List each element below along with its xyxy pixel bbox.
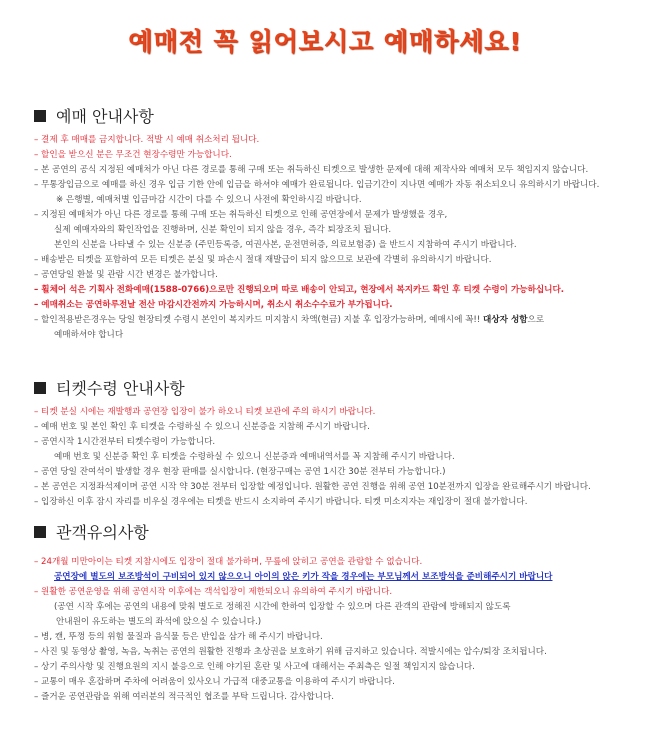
notice-line: – 예매취소는 공연하루전날 전산 마감시간전까지 가능하시며, 취소시 취소수수료가 부가됩니다. <box>34 300 393 310</box>
notice-line: – 24개월 미만아이는 티켓 지참시에도 입장이 절대 불가하며, 무릎에 앉히고 공연을 관람할 수 없습니다. <box>34 557 423 567</box>
notice-line: 안내원이 유도하는 별도의 좌석에 앉으실 수 있습니다.) <box>56 617 262 627</box>
notice-line: – 즐거운 공연관람을 위해 여러분의 적극적인 협조를 부탁 드립니다. 감사합니다. <box>34 692 334 702</box>
notice-line: – 사진 및 동영상 촬영, 녹음, 녹취는 공연의 원활한 진행과 초상권을 보호하기 위해 금지하고 있습니다. 적발시에는 압수/퇴장 조치됩니다. <box>34 647 547 657</box>
section-ticket-pickup <box>34 376 634 510</box>
section-heading <box>34 376 634 399</box>
notice-line: – 예매 번호 및 본인 확인 후 티켓을 수령하실 수 있으니 신분증을 지참해 주시기 바랍니다. <box>34 422 370 432</box>
notice-line: 예매 번호 및 신분증 확인 후 티켓을 수령하실 수 있으니 신분증과 예매내역서를 꼭 지참해 주시기 바랍니다. <box>54 452 455 462</box>
notice-line: – 할인을 받으신 분은 무조건 현장수령만 가능합니다. <box>34 150 232 160</box>
square-bullet-icon <box>34 382 46 394</box>
square-bullet-icon <box>34 110 46 122</box>
notice-line: (공연 시작 후에는 공연의 내용에 맞춰 별도로 정해진 시간에 한하여 입장할 수 있으며 다른 관객의 관람에 방해되지 않도록 <box>54 602 511 612</box>
notice-line: – 무통장입금으로 예매를 하신 경우 입금 기한 안에 입금을 하셔야 예매가 완료됩니다. 입금기간이 지나면 예매가 자동 취소되오니 유의하시기 바랍니다. <box>34 180 600 190</box>
notice-line: – 원활한 공연운영을 위해 공연시작 이후에는 객석입장이 제한되오니 유의하여 주시기 바랍니다. <box>34 587 393 597</box>
section-heading-text: 티켓수령 안내사항 <box>56 379 185 398</box>
notice-line: 본인의 신분을 나타낼 수 있는 신분증 (주민등록증, 여권사본, 운전면허증, 의료보험증) 을 반드시 지참하여 주시기 바랍니다. <box>54 240 517 250</box>
notice-line: – 할인적용받은경우는 당일 현장티켓 수령시 본인이 복지카드 미지참시 차액(현금) 지불 후 입장가능하며, 예매시에 꼭!! 대상자 성함으로 <box>34 315 545 325</box>
notice-line: – 본 공연은 지정좌석제이며 공연 시작 약 30분 전부터 입장할 예정입니다. 원활한 공연 진행을 위해 공연 10분전까지 입장을 완료해주시기 바랍니다. <box>34 482 591 492</box>
notice-list <box>34 133 634 343</box>
emphasis-text: 대상자 성함 <box>483 315 528 325</box>
notice-line: ※ 은행별, 예매처별 입금마감 시간이 다를 수 있으니 사전에 확인하시길 바랍니다. <box>56 195 362 205</box>
section-booking-notice <box>34 104 634 343</box>
notice-line: – 공연시작 1시간전부터 티켓수령이 가능합니다. <box>34 437 216 447</box>
notice-list <box>34 555 634 705</box>
section-heading-text: 예매 안내사항 <box>56 107 154 126</box>
notice-line: – 결제 후 매매를 금지합니다. 적발 시 예매 취소처리 됩니다. <box>34 135 260 145</box>
section-heading <box>34 520 634 543</box>
square-bullet-icon <box>34 526 46 538</box>
notice-line: – 공연 당일 잔여석이 발생할 경우 현장 판매를 실시합니다. (현장구매는 공연 1시간 30분 전부터 가능합니다.) <box>34 467 446 477</box>
notice-list <box>34 405 634 510</box>
section-heading-text: 관객유의사항 <box>56 523 149 542</box>
notice-line: – 입장하신 이후 잠시 자리를 비우실 경우에는 티켓을 반드시 소지하여 주시기 바랍니다. 티켓 미소지자는 재입장이 절대 불가합니다. <box>34 497 528 507</box>
section-audience-notes <box>34 520 634 705</box>
notice-line: 공연장에 별도의 보조방석이 구비되어 있지 않으오니 아이의 앉은 키가 작을 경우에는 부모님께서 보조방석을 준비해주시기 바랍니다 <box>54 572 553 582</box>
section-heading <box>34 104 634 127</box>
notice-line: – 공연당일 환불 및 관람 시간 변경은 불가합니다. <box>34 270 218 280</box>
notice-line: – 지정된 예매처가 아닌 다른 경로를 통해 구매 또는 취득하신 티켓으로 인해 공연장에서 문제가 발생했을 경우, <box>34 210 448 220</box>
notice-line: 예매하셔야 합니다 <box>54 330 124 340</box>
notice-line: – 병, 캔, 뚜껑 등의 위험 물질과 음식물 등은 반입을 삼가 해 주시기 바랍니다. <box>34 632 323 642</box>
notice-line: – 티켓 분실 시에는 재발행과 공연장 입장이 불가 하오니 티켓 보관에 주의 하시기 바랍니다. <box>34 407 376 417</box>
page-title: 예매전 꼭 읽어보시고 예매하세요! <box>128 27 522 56</box>
notice-line: – 상기 주의사항 및 진행요원의 지시 불응으로 인해 야기된 혼란 및 사고에 대해서는 주최측은 일절 책임지지 않습니다. <box>34 662 475 672</box>
notice-line: – 교통이 매우 혼잡하며 주차에 어려움이 있사오니 가급적 대중교통을 이용하여 주시기 바랍니다. <box>34 677 395 687</box>
notice-line: – 휠체어 석은 기획사 전화예매(1588-0766)으로만 진행되오며 따로 배송이 안되고, 현장에서 복지카드 확인 후 티켓 수령이 가능하십니다. <box>34 285 565 295</box>
notice-line: 실제 예매자와의 확인작업을 진행하며, 신분 확인이 되지 않을 경우, 즉각 퇴장조치 됩니다. <box>54 225 392 235</box>
notice-line: – 배송받은 티켓을 포함하여 모든 티켓은 분실 및 파손시 절대 재발급이 되지 않으므로 보관에 각별히 유의하시기 바랍니다. <box>34 255 492 265</box>
notice-line: – 본 공연의 공식 지정된 예매처가 아닌 다른 경로를 통해 구매 또는 취득하신 티켓으로 발생한 문제에 대해 제작사와 예매처 모두 책임지지 않습니다. <box>34 165 589 175</box>
